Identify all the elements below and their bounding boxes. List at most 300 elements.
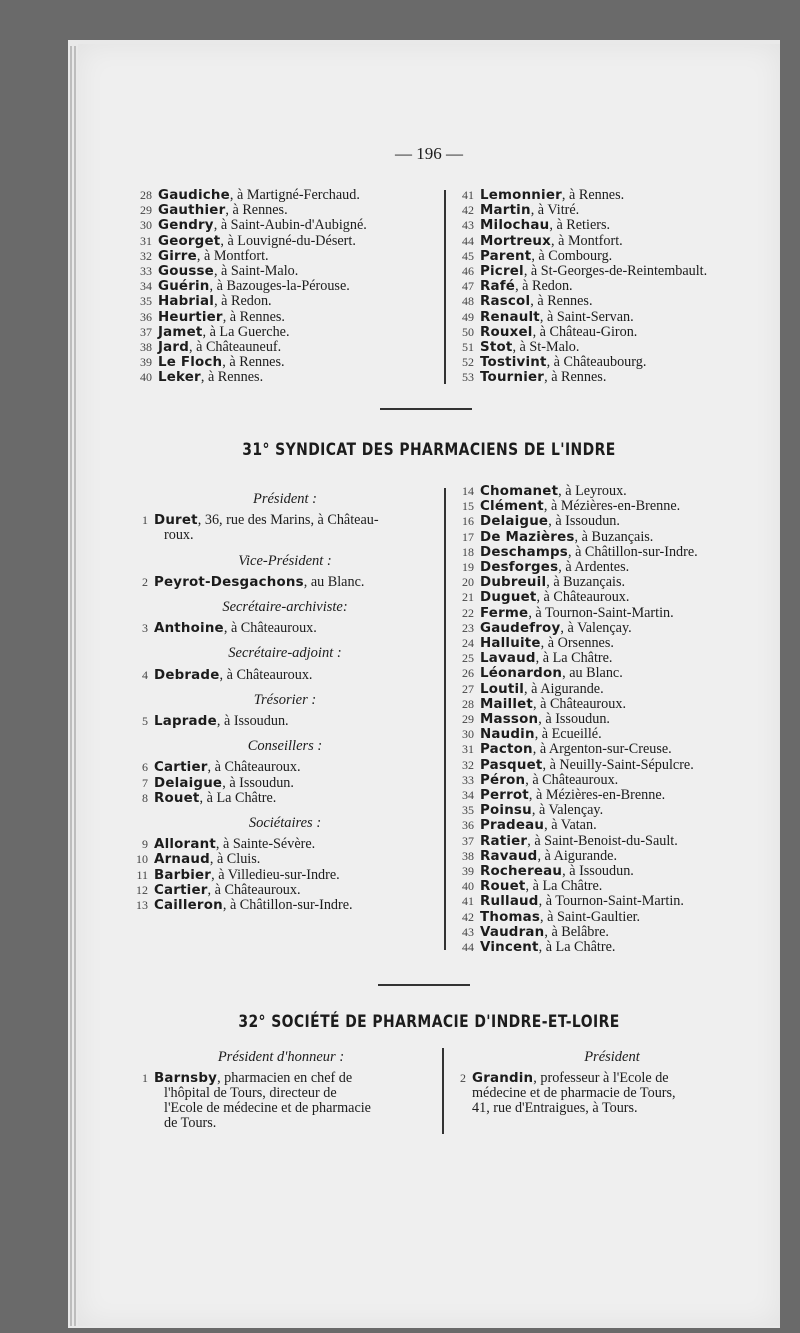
entry-number: 18 bbox=[462, 544, 474, 559]
pharmacist-name: Duguet bbox=[480, 590, 537, 606]
entry-number: 6 bbox=[142, 760, 148, 775]
pharmacist-name: Picrel bbox=[480, 264, 524, 280]
list-item bbox=[452, 727, 698, 742]
entry-number: 30 bbox=[140, 218, 152, 233]
location: , à Cluis. bbox=[209, 851, 261, 868]
list-item bbox=[452, 294, 707, 309]
location: , à Saint-Gaultier. bbox=[540, 908, 641, 925]
list-item bbox=[452, 325, 707, 340]
location: , à Ardentes. bbox=[558, 559, 630, 576]
pharmacist-name: Rullaud bbox=[480, 894, 539, 910]
location: , à Rennes. bbox=[530, 293, 593, 310]
honorary-president-entry: 1 Barnsby, pharmacien en chef de bbox=[142, 1070, 353, 1086]
location: , à Orsennes. bbox=[540, 635, 614, 652]
location: , à Issoudun. bbox=[538, 711, 610, 728]
entry-number: 33 bbox=[140, 264, 152, 279]
column-divider bbox=[444, 488, 446, 950]
secretary-archivist-label: Secrétaire-archiviste: bbox=[222, 599, 348, 616]
entry-number: 12 bbox=[136, 882, 148, 897]
list-item bbox=[452, 849, 698, 864]
location: , à La Guerche. bbox=[202, 323, 290, 340]
president-entry: 2 Grandin, professeur à l'Ecole de bbox=[460, 1070, 669, 1086]
entry-number: 38 bbox=[462, 848, 474, 863]
entry-number: 13 bbox=[136, 898, 148, 913]
location: , à Châteauneuf. bbox=[189, 339, 282, 356]
pharmacist-name: Gendry bbox=[158, 218, 214, 234]
entry-number: 53 bbox=[462, 370, 474, 385]
entry-number: 38 bbox=[140, 340, 152, 355]
pharmacist-name: Thomas bbox=[480, 909, 541, 925]
list-item bbox=[452, 264, 707, 279]
entry-number: 50 bbox=[462, 324, 474, 339]
entry-number: 21 bbox=[462, 590, 474, 605]
pharmacist-name: Loutil bbox=[480, 681, 525, 697]
list-item bbox=[130, 355, 367, 370]
list-item bbox=[126, 883, 444, 898]
list-item-continuation: roux. bbox=[164, 527, 194, 544]
list-item bbox=[452, 590, 698, 605]
location: , à La Châtre. bbox=[538, 939, 616, 956]
pharmacist-name: Barbier bbox=[154, 867, 212, 883]
entry-number: 8 bbox=[142, 790, 148, 805]
entry-number: 26 bbox=[462, 666, 474, 681]
list-item: 5 Laprade, à Issoudun. bbox=[142, 713, 289, 730]
members-label: Sociétaires : bbox=[248, 815, 322, 832]
honorary-president-label: Président d'honneur : bbox=[217, 1049, 345, 1065]
list-item bbox=[452, 834, 698, 849]
list-item bbox=[130, 188, 367, 203]
location: , à Argenton-sur-Creuse. bbox=[532, 741, 672, 758]
entry-number: 41 bbox=[462, 188, 474, 202]
location: , à Châteauroux. bbox=[536, 589, 630, 606]
list-item bbox=[452, 560, 698, 575]
pharmacist-name: Dubreuil bbox=[480, 575, 547, 591]
pharmacist-name: Martin bbox=[480, 203, 531, 219]
entry-number: 10 bbox=[136, 852, 148, 867]
list-item bbox=[452, 188, 707, 203]
entry-number: 39 bbox=[462, 864, 474, 879]
location: , à Issoudun. bbox=[548, 513, 620, 530]
pharmacist-name: Masson bbox=[480, 712, 539, 728]
location: , à Saint-Benoist-du-Sault. bbox=[527, 832, 678, 849]
pharmacist-name: Gousse bbox=[158, 264, 214, 280]
location: , à Saint-Malo. bbox=[213, 263, 299, 280]
pharmacist-name: Lavaud bbox=[480, 651, 536, 667]
location: , à Issoudun. bbox=[562, 863, 634, 880]
location: , à Rennes. bbox=[222, 354, 285, 371]
location: , à Neuilly-Saint-Sépulcre. bbox=[542, 756, 694, 773]
list-item bbox=[130, 370, 367, 385]
list-item bbox=[452, 249, 707, 264]
section3-left-column bbox=[126, 1044, 436, 1131]
entry-number: 31 bbox=[462, 742, 474, 757]
pharmacist-name: Allorant bbox=[154, 837, 216, 853]
section2-left-column bbox=[126, 482, 444, 913]
location: , à Châteauroux. bbox=[525, 771, 619, 788]
entry-number: 36 bbox=[462, 818, 474, 833]
pharmacist-name: Leker bbox=[158, 370, 201, 386]
pharmacist-name: Rouet bbox=[480, 879, 526, 895]
list-item bbox=[452, 803, 698, 818]
section2-title: 31° SYNDICAT DES PHARMACIENS DE L'INDRE bbox=[242, 440, 616, 460]
list-item bbox=[452, 530, 698, 545]
list-item bbox=[452, 279, 707, 294]
pharmacist-name: Rafé bbox=[480, 279, 516, 295]
location: , à St-Georges-de-Reintembault. bbox=[523, 263, 708, 280]
entry-number: 7 bbox=[142, 775, 148, 790]
list-item: 3 Anthoine, à Châteauroux. bbox=[142, 620, 317, 637]
entry-number: 24 bbox=[462, 636, 474, 651]
entry-number: 35 bbox=[140, 294, 152, 309]
entry-number: 31 bbox=[140, 233, 152, 248]
list-item bbox=[126, 852, 444, 867]
location: , à Mézières-en-Brenne. bbox=[528, 787, 666, 804]
list-item bbox=[126, 837, 444, 852]
list-item: 4 Debrade, à Châteauroux. bbox=[142, 666, 313, 683]
list-item bbox=[452, 636, 698, 651]
entry-number: 20 bbox=[462, 575, 474, 590]
section3-title: 32° SOCIÉTÉ DE PHARMACIE D'INDRE-ET-LOIRE bbox=[238, 1012, 620, 1032]
text-line: médecine et de pharmacie de Tours, bbox=[472, 1085, 676, 1101]
entry-number: 32 bbox=[140, 248, 152, 263]
entry-number: 41 bbox=[462, 894, 474, 909]
location: , à Combourg. bbox=[531, 247, 613, 264]
president-label: Président bbox=[584, 1049, 640, 1065]
pharmacist-name: Desforges bbox=[480, 560, 559, 576]
location: , au Blanc. bbox=[562, 665, 623, 682]
location: , à Tournon-Saint-Martin. bbox=[528, 604, 674, 621]
location: , à Châteaubourg. bbox=[546, 354, 647, 371]
pharmacist-name: Mortreux bbox=[480, 233, 551, 249]
list-item bbox=[452, 940, 698, 955]
location: , à La Châtre. bbox=[525, 878, 603, 895]
entry-number: 27 bbox=[462, 681, 474, 696]
entry-number: 11 bbox=[136, 867, 148, 882]
councillors-list bbox=[126, 760, 444, 806]
pharmacist-name: Pacton bbox=[480, 742, 533, 758]
pharmacist-name: Rouxel bbox=[480, 324, 533, 340]
pharmacist-name: Ravaud bbox=[480, 848, 538, 864]
entry-number: 45 bbox=[462, 248, 474, 263]
pharmacist-name: Ferme bbox=[480, 605, 529, 621]
pharmacist-name: Clément bbox=[480, 499, 544, 515]
pharmacist-name: Gaudiche bbox=[158, 188, 230, 203]
entry-number: 33 bbox=[462, 772, 474, 787]
entry-number: 49 bbox=[462, 309, 474, 324]
entry-number: 34 bbox=[140, 279, 152, 294]
pharmacist-name: Cartier bbox=[154, 882, 208, 898]
location: , à Louvigné-du-Désert. bbox=[220, 232, 356, 249]
pharmacist-name: Rochereau bbox=[480, 864, 563, 880]
text-line: de Tours. bbox=[164, 1115, 217, 1131]
location: , à Rennes. bbox=[225, 202, 288, 219]
location: , à Vatan. bbox=[544, 817, 597, 834]
text-line: l'Ecole de médecine et de pharmacie bbox=[164, 1100, 371, 1116]
list-item bbox=[126, 791, 444, 806]
pharmacist-name: Lemonnier bbox=[480, 188, 562, 203]
list-item bbox=[130, 249, 367, 264]
list-item bbox=[452, 370, 707, 385]
list-item: 2 Peyrot-Desgachons, au Blanc. bbox=[142, 573, 365, 590]
entry-number: 40 bbox=[462, 879, 474, 894]
list-item bbox=[452, 925, 698, 940]
pharmacist-name: Deschamps bbox=[480, 544, 568, 560]
entry-number: 44 bbox=[462, 233, 474, 248]
page-edge bbox=[70, 46, 72, 1326]
location: , à Vitré. bbox=[530, 202, 580, 219]
location: , à Châteauroux. bbox=[207, 881, 301, 898]
location: , à Redon. bbox=[515, 278, 573, 295]
list-item bbox=[452, 218, 707, 233]
list-item bbox=[126, 776, 444, 791]
location: , à Rennes. bbox=[222, 308, 285, 325]
pharmacist-name: Ratier bbox=[480, 833, 528, 849]
location: , à Martigné-Ferchaud. bbox=[229, 187, 360, 203]
pharmacist-name: Stot bbox=[480, 340, 513, 356]
text-line: 41, rue d'Entraigues, à Tours. bbox=[472, 1100, 638, 1116]
list-item bbox=[126, 868, 444, 883]
pharmacist-name: Péron bbox=[480, 772, 526, 788]
column-divider bbox=[444, 190, 446, 384]
section1-right-column bbox=[452, 188, 707, 386]
list-item bbox=[130, 325, 367, 340]
pharmacist-name: Halluite bbox=[480, 636, 541, 652]
location: , à Retiers. bbox=[549, 217, 611, 234]
location: , à Mézières-en-Brenne. bbox=[543, 498, 681, 515]
list-item bbox=[130, 279, 367, 294]
location: , à Bazouges-la-Pérouse. bbox=[209, 278, 350, 295]
entry-number: 39 bbox=[140, 355, 152, 370]
location: , à Rennes. bbox=[561, 187, 625, 203]
pharmacist-name: Jard bbox=[158, 340, 190, 356]
list-item bbox=[130, 294, 367, 309]
location: , à Rennes. bbox=[544, 369, 607, 386]
location: , à Saint-Aubin-d'Aubigné. bbox=[213, 217, 367, 234]
location: , à Châteauroux. bbox=[207, 759, 301, 776]
location: , à Issoudun. bbox=[222, 774, 294, 791]
section1-left-column bbox=[130, 188, 367, 386]
pharmacist-name: Guérin bbox=[158, 279, 210, 295]
location: , à Belâbre. bbox=[544, 923, 609, 940]
pharmacist-name: Gaudefroy bbox=[480, 620, 561, 636]
list-item bbox=[452, 545, 698, 560]
column-divider bbox=[442, 1048, 444, 1134]
list-item bbox=[452, 818, 698, 833]
entry-number: 9 bbox=[142, 837, 148, 852]
location: , à Montfort. bbox=[551, 232, 623, 249]
location: , à Saint-Servan. bbox=[539, 308, 634, 325]
location: , à Sainte-Sévère. bbox=[215, 836, 316, 853]
location: , à Châteauroux. bbox=[533, 695, 626, 712]
entry-number: 15 bbox=[462, 499, 474, 514]
section-rule bbox=[380, 408, 472, 410]
entry-number: 40 bbox=[140, 370, 152, 385]
list-item bbox=[452, 879, 698, 894]
assistant-secretary-label: Secrétaire-adjoint : bbox=[228, 645, 342, 662]
pharmacist-name: Milochau bbox=[480, 218, 550, 234]
page-edge bbox=[74, 46, 76, 1326]
list-item: 1 Duret, 36, rue des Marins, à Château- bbox=[142, 512, 379, 529]
list-item bbox=[452, 682, 698, 697]
pharmacist-name: Gauthier bbox=[158, 203, 226, 219]
list-item bbox=[452, 910, 698, 925]
location: , à Aigurande. bbox=[524, 680, 604, 697]
pharmacist-name: Le Floch bbox=[158, 355, 223, 371]
pharmacist-name: Cailleron bbox=[154, 898, 223, 914]
list-item bbox=[452, 864, 698, 879]
section-rule bbox=[378, 984, 470, 986]
pharmacist-name: Naudin bbox=[480, 727, 535, 743]
location: , à Valençay. bbox=[560, 619, 632, 636]
location: , à Valençay. bbox=[531, 802, 604, 819]
pharmacist-name: Maillet bbox=[480, 696, 534, 712]
list-item bbox=[452, 234, 707, 249]
entry-number: 48 bbox=[462, 294, 474, 309]
pharmacist-name: Habrial bbox=[158, 294, 215, 310]
pharmacist-name: Rouet bbox=[154, 790, 200, 806]
entry-number: 36 bbox=[140, 309, 152, 324]
location: , à Villedieu-sur-Indre. bbox=[211, 866, 340, 883]
pharmacist-name: Chomanet bbox=[480, 484, 559, 499]
list-item bbox=[452, 203, 707, 218]
text-line: l'hôpital de Tours, directeur de bbox=[164, 1085, 337, 1101]
list-item bbox=[452, 575, 698, 590]
list-item bbox=[130, 264, 367, 279]
pharmacist-name: Perrot bbox=[480, 788, 529, 804]
list-item bbox=[452, 773, 698, 788]
pharmacist-name: Renault bbox=[480, 309, 540, 325]
list-item bbox=[452, 651, 698, 666]
pharmacist-name: Tournier bbox=[480, 370, 545, 386]
list-item bbox=[452, 742, 698, 757]
entry-number: 52 bbox=[462, 355, 474, 370]
entry-number: 37 bbox=[462, 833, 474, 848]
list-item bbox=[452, 712, 698, 727]
pharmacist-name: Pasquet bbox=[480, 757, 543, 773]
list-item bbox=[452, 499, 698, 514]
entry-number: 29 bbox=[140, 203, 152, 218]
treasurer-label: Trésorier : bbox=[253, 691, 317, 708]
entry-number: 28 bbox=[462, 696, 474, 711]
list-item bbox=[452, 758, 698, 773]
councillors-label: Conseillers : bbox=[247, 738, 323, 755]
pharmacist-name: Girre bbox=[158, 248, 197, 264]
list-item bbox=[452, 340, 707, 355]
entry-number: 34 bbox=[462, 788, 474, 803]
pharmacist-name: Jamet bbox=[158, 324, 203, 340]
pharmacist-name: Pradeau bbox=[480, 818, 545, 834]
list-item bbox=[452, 788, 698, 803]
pharmacist-name: Vaudran bbox=[480, 924, 545, 940]
list-item bbox=[452, 621, 698, 636]
pharmacist-name: Rascol bbox=[480, 294, 531, 310]
location: , à Rennes. bbox=[200, 369, 264, 386]
entry-number: 19 bbox=[462, 560, 474, 575]
pharmacist-name: Delaigue bbox=[154, 775, 223, 791]
list-item bbox=[452, 355, 707, 370]
list-item bbox=[130, 234, 367, 249]
list-item bbox=[452, 697, 698, 712]
entry-number: 46 bbox=[462, 264, 474, 279]
pharmacist-name: Vincent bbox=[480, 940, 539, 956]
pharmacist-name: Heurtier bbox=[158, 309, 223, 325]
location: , à Aigurande. bbox=[537, 847, 618, 864]
entry-number: 35 bbox=[462, 803, 474, 818]
pharmacist-name: Poinsu bbox=[480, 803, 532, 819]
entry-number: 30 bbox=[462, 727, 474, 742]
section2-right-column bbox=[452, 484, 698, 955]
members-list bbox=[126, 837, 444, 913]
entry-number: 22 bbox=[462, 605, 474, 620]
location: , à Châtillon-sur-Indre. bbox=[567, 543, 698, 560]
list-item bbox=[452, 666, 698, 681]
list-item bbox=[130, 218, 367, 233]
location: , à Buzançais. bbox=[546, 574, 626, 591]
list-item bbox=[452, 484, 698, 499]
entry-number: 32 bbox=[462, 757, 474, 772]
entry-number: 44 bbox=[462, 940, 474, 955]
entry-number: 14 bbox=[462, 484, 474, 498]
entry-number: 23 bbox=[462, 620, 474, 635]
list-item bbox=[452, 514, 698, 529]
book-page bbox=[78, 44, 780, 1326]
entry-number: 42 bbox=[462, 909, 474, 924]
entry-number: 47 bbox=[462, 279, 474, 294]
list-item bbox=[126, 760, 444, 775]
entry-number: 29 bbox=[462, 712, 474, 727]
location: , à Ecueillé. bbox=[534, 726, 602, 743]
entry-number: 43 bbox=[462, 218, 474, 233]
list-item bbox=[126, 898, 444, 913]
entry-number: 28 bbox=[140, 188, 152, 202]
pharmacist-name: Arnaud bbox=[154, 852, 210, 868]
location: , à La Châtre. bbox=[199, 789, 277, 806]
pharmacist-name: Georget bbox=[158, 233, 221, 249]
pharmacist-name: Delaigue bbox=[480, 514, 549, 530]
pharmacist-name: Tostivint bbox=[480, 355, 547, 371]
entry-number: 51 bbox=[462, 340, 474, 355]
location: , à Montfort. bbox=[196, 247, 269, 264]
list-item bbox=[452, 894, 698, 909]
location: , à Château-Giron. bbox=[532, 323, 638, 340]
entry-number: 17 bbox=[462, 529, 474, 544]
entry-number: 37 bbox=[140, 324, 152, 339]
page-number: — 196 — bbox=[395, 144, 463, 163]
vice-president-label: Vice-Président : bbox=[238, 552, 332, 569]
location: , à St-Malo. bbox=[512, 339, 580, 356]
entry-number: 43 bbox=[462, 924, 474, 939]
list-item bbox=[130, 310, 367, 325]
location: , à Redon. bbox=[214, 293, 272, 310]
location: , à Leyroux. bbox=[558, 483, 627, 499]
president-label: Président : bbox=[252, 491, 318, 507]
pharmacist-name: Cartier bbox=[154, 760, 208, 776]
pharmacist-name: Léonardon bbox=[480, 666, 563, 682]
list-item bbox=[452, 606, 698, 621]
location: , à La Châtre. bbox=[535, 650, 613, 667]
location: , à Châtillon-sur-Indre. bbox=[222, 897, 353, 914]
pharmacist-name: Parent bbox=[480, 248, 532, 264]
list-item bbox=[130, 340, 367, 355]
location: , à Buzançais. bbox=[574, 528, 654, 545]
entry-number: 42 bbox=[462, 203, 474, 218]
entry-number: 16 bbox=[462, 514, 474, 529]
list-item bbox=[130, 203, 367, 218]
pharmacist-name: De Mazières bbox=[480, 529, 575, 545]
list-item bbox=[452, 310, 707, 325]
section3-right-column bbox=[452, 1044, 772, 1116]
location: , à Tournon-Saint-Martin. bbox=[538, 893, 684, 910]
